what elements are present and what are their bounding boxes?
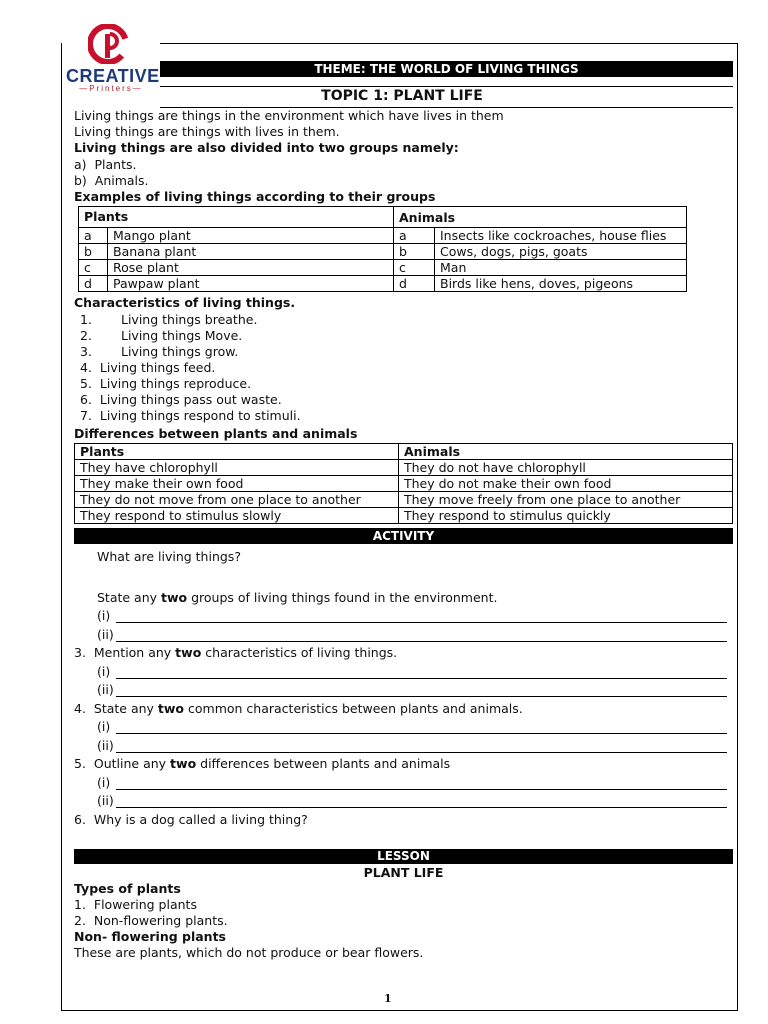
answer-line[interactable]: [116, 678, 727, 679]
question-text: State any: [97, 590, 162, 605]
table-row: [75, 508, 733, 524]
table-header: Plants: [79, 207, 394, 228]
question-text: common characteristics between plants and animals.: [184, 701, 523, 716]
answer-line[interactable]: [116, 641, 727, 642]
differences-table: [74, 443, 733, 524]
table-cell: Man: [435, 260, 687, 276]
question-number: 6.: [74, 812, 86, 827]
group-item: [74, 157, 136, 173]
list-text: Non-flowering plants.: [93, 913, 228, 928]
answer-label: (ii): [97, 627, 114, 642]
list-text: Living things feed.: [99, 360, 216, 375]
answer-line[interactable]: [116, 789, 727, 790]
differences-heading: Differences between plants and animals: [74, 426, 358, 441]
table-row: [79, 244, 687, 260]
answer-line[interactable]: [116, 733, 727, 734]
intro-line-1: Living things are things in the environment which have lives in them: [74, 108, 504, 123]
table-header-row: [79, 207, 687, 228]
topic-title: TOPIC 1: PLANT LIFE: [321, 88, 483, 104]
page-number: 1: [384, 992, 392, 1005]
question-text: characteristics of living things.: [201, 645, 398, 660]
group-text: Animals.: [94, 173, 149, 188]
question-text: Why is a dog called a living thing?: [93, 812, 308, 827]
table-cell: They do not make their own food: [399, 476, 733, 492]
table-header: Plants: [75, 444, 399, 460]
question-5: [74, 756, 450, 772]
table-cell: a: [79, 228, 108, 244]
list-number: 1.: [74, 897, 86, 912]
table-cell: They do not move from one place to another: [75, 492, 399, 508]
logo-brand: CREATIVE: [66, 66, 160, 86]
list-text: Living things pass out waste.: [99, 392, 282, 407]
table-cell: b: [394, 244, 435, 260]
list-item: [80, 344, 239, 360]
answer-line[interactable]: [116, 696, 727, 697]
question-text: Mention any: [93, 645, 176, 660]
list-item: [80, 376, 251, 392]
list-text: Flowering plants: [93, 897, 197, 912]
list-item: [80, 328, 243, 344]
table-cell: They do not have chlorophyll: [399, 460, 733, 476]
activity-bar: ACTIVITY: [74, 528, 733, 544]
question-3: [74, 645, 397, 661]
question-emphasis: two: [161, 590, 188, 605]
answer-label: (ii): [97, 738, 114, 753]
table-cell: c: [394, 260, 435, 276]
answer-label: (i): [97, 664, 111, 679]
table-cell: Birds like hens, doves, pigeons: [435, 276, 687, 292]
list-text: Living things breathe.: [121, 312, 258, 327]
answer-line[interactable]: [116, 807, 727, 808]
list-number: 4.: [80, 360, 92, 375]
table-cell: They make their own food: [75, 476, 399, 492]
page-frame-right: [737, 43, 738, 1010]
list-text: Living things reproduce.: [99, 376, 252, 391]
table-cell: d: [79, 276, 108, 292]
table-cell: Insects like cockroaches, house flies: [435, 228, 687, 244]
list-number: 3.: [80, 344, 92, 359]
list-text: Living things grow.: [121, 344, 239, 359]
answer-label: (ii): [97, 682, 114, 697]
page-frame-top: [160, 43, 737, 44]
table-row: [79, 228, 687, 244]
groups-heading: Living things are also divided into two groups namely:: [74, 140, 459, 155]
table-cell: They have chlorophyll: [75, 460, 399, 476]
list-item: [80, 392, 282, 408]
answer-label: (i): [97, 719, 111, 734]
question-6: [74, 812, 308, 828]
table-header-row: [75, 444, 733, 460]
list-item: [80, 312, 258, 328]
question-2: [97, 590, 497, 606]
table-cell: Cows, dogs, pigs, goats: [435, 244, 687, 260]
question-text: groups of living things found in the environment.: [187, 590, 498, 605]
group-marker: b): [74, 173, 87, 188]
theme-bar: THEME: THE WORLD OF LIVING THINGS: [160, 61, 733, 77]
intro-line-2: Living things are things with lives in them.: [74, 124, 340, 139]
table-row: [75, 460, 733, 476]
table-cell: They respond to stimulus quickly: [399, 508, 733, 524]
lesson-subtitle: PLANT LIFE: [363, 865, 444, 880]
logo-sub: —Printers—: [79, 84, 143, 93]
table-cell: They move freely from one place to another: [399, 492, 733, 508]
table-cell: b: [79, 244, 108, 260]
nonflowering-heading: Non- flowering plants: [74, 929, 226, 944]
table-cell: c: [79, 260, 108, 276]
question-text: State any: [93, 701, 158, 716]
table-cell: a: [394, 228, 435, 244]
list-text: Living things Move.: [121, 328, 243, 343]
question-text: differences between plants and animals: [196, 756, 451, 771]
table-row: [75, 476, 733, 492]
list-number: 7.: [80, 408, 92, 423]
page-frame-bottom: [61, 1010, 738, 1011]
answer-line[interactable]: [116, 622, 727, 623]
table-cell: Mango plant: [108, 228, 394, 244]
list-text: Living things respond to stimuli.: [99, 408, 301, 423]
creative-printers-logo-icon: [88, 24, 128, 64]
examples-table: [78, 206, 687, 292]
logo-sub-text: Printers: [89, 84, 133, 93]
question-emphasis: two: [157, 701, 185, 716]
list-item: [74, 897, 197, 913]
nonflowering-text: These are plants, which do not produce or bear flowers.: [74, 945, 424, 960]
types-heading: Types of plants: [74, 881, 181, 896]
question-emphasis: two: [170, 756, 197, 771]
question-4: [74, 701, 523, 717]
table-header: Animals: [394, 207, 687, 228]
answer-line[interactable]: [116, 752, 727, 753]
table-row: [75, 492, 733, 508]
list-number: 2.: [74, 913, 86, 928]
table-cell: Banana plant: [108, 244, 394, 260]
question-text: Outline any: [93, 756, 171, 771]
answer-label: (ii): [97, 793, 114, 808]
list-number: 1.: [80, 312, 92, 327]
table-header: Animals: [399, 444, 733, 460]
question-number: 3.: [74, 645, 86, 660]
question-emphasis: two: [175, 645, 202, 660]
table-cell: They respond to stimulus slowly: [75, 508, 399, 524]
list-number: 6.: [80, 392, 92, 407]
examples-heading: Examples of living things according to their groups: [74, 189, 436, 204]
table-row: [79, 276, 687, 292]
list-item: [80, 408, 301, 424]
lesson-bar: LESSON: [74, 849, 733, 864]
table-cell: Pawpaw plant: [108, 276, 394, 292]
question-1: What are living things?: [97, 549, 241, 564]
table-cell: Rose plant: [108, 260, 394, 276]
table-row: [79, 260, 687, 276]
list-item: [74, 913, 228, 929]
question-number: 5.: [74, 756, 86, 771]
group-item: [74, 173, 149, 189]
list-item: [80, 360, 215, 376]
group-marker: a): [74, 157, 87, 172]
page-frame-left: [61, 43, 62, 1010]
group-text: Plants.: [94, 157, 137, 172]
list-number: 5.: [80, 376, 92, 391]
answer-label: (i): [97, 775, 111, 790]
answer-label: (i): [97, 608, 111, 623]
theme-divider: [160, 86, 733, 87]
characteristics-heading: Characteristics of living things.: [74, 295, 296, 310]
table-cell: d: [394, 276, 435, 292]
list-number: 2.: [80, 328, 92, 343]
question-number: 4.: [74, 701, 86, 716]
